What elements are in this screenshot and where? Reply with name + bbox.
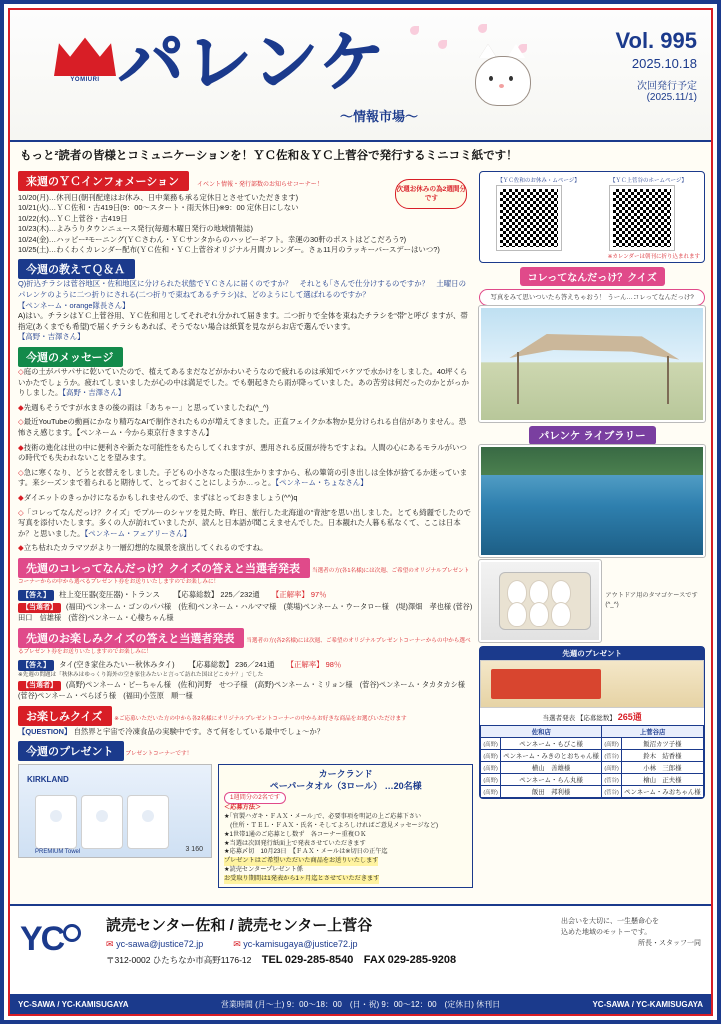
main-columns [10, 167, 711, 888]
cell-name: ペンネーム・らん丸様 [500, 774, 601, 786]
table-row [481, 750, 704, 762]
cell-name: 飯沼カツ子様 [621, 738, 703, 750]
info-line: 10/23(木)…よみうりタウンニュース発行(毎週木曜日発行の地域情報誌) [18, 224, 253, 234]
table-row [481, 738, 704, 750]
prev-fun-quiz-heading: 先週のお楽しみクイズの答えと当選者発表 [18, 628, 244, 648]
question-text: 自然界と宇宙で冷凍食品の実験中です。さて何をしている最中でしょ〜か？ [73, 726, 325, 736]
product-name-row [224, 780, 467, 792]
messages-body [18, 367, 473, 554]
product-pack-number: 3 160 [185, 845, 203, 853]
answer-row [18, 659, 473, 671]
yc-information-note: イベント情報・発行部数のお知らせコーナー！ [196, 181, 323, 188]
message-item: ◆ダイエットのきっかけになるかもしれませんので、まずはとっておきましょう(^^)q [18, 492, 298, 502]
fun-quiz-body [18, 726, 473, 737]
qa-question-name: 【ペンネーム・orange隊長さん】 [18, 300, 130, 310]
qa-heading: 今週の教えてＱ＆Ａ [18, 259, 135, 279]
email-sawa-text: yc-sawa@justice72.jp [116, 939, 204, 949]
prev-fun-quiz-note: 当選者の方(各2名様)には次週、ご希望のオリジナルプレゼントコーナーからの中から選べるプレゼント券をお送りいたしますのでお楽しみに！ [18, 637, 471, 655]
library-heading: パレンケ ライブラリー [529, 426, 656, 445]
newsletter-inner [8, 8, 713, 1016]
correct-value: 98％ [325, 659, 342, 669]
how-line: ★読売センタープレゼント係 [224, 865, 303, 873]
how-line: ★1世帯1通のご応募とし数ず 各コーナー重複ＯＫ [224, 830, 367, 838]
correct-value: 97％ [310, 589, 327, 599]
prev-photo-quiz-heading: 先週のコレってなんだっけ？クイズの答えと当選者発表 [18, 558, 310, 578]
winners-value: (福田)ペンネーム・ゴンのパパ様 (佐和)ペンネーム・ハルママ様 (葉場)ペンネーム・ウータロー様 (堤)澤畑 孝也様 (菅谷)田口 信雄様 (菅谷)ペンネーム・心棲ちゃん様 [18, 601, 473, 623]
qr-right[interactable] [610, 176, 687, 250]
next-issue-label: 次回発行予定 [637, 81, 697, 92]
message-item: ◇最近YouTubeの動画にかなり精巧なAIで制作されたものが増えてきました。正直フェイクか本物か見分けられる自信がありません。恐怖さえ感じます。【ペンネーム・今から東京行きますさん】 [18, 417, 467, 437]
apply-value: 236／241通 [235, 659, 275, 669]
library-section [479, 426, 705, 642]
footer-zip: 〒312-0002 [106, 955, 151, 965]
product-brand: カークランド [318, 768, 373, 779]
photo-quiz-section [479, 267, 705, 422]
cell-area: (菅谷) [602, 786, 622, 798]
fun-quiz-note: ※ご応募いただいた方の中から各2名様にオリジナルプレゼントコーナーの中からお好きな商品をお選びいただけます [114, 715, 407, 722]
message-item: ◆先週もそうですが水まきの後の雨は「あちゃー」と思っていましたね(^_^) [18, 402, 269, 412]
footer-address-row [106, 954, 561, 966]
issue-number: Vol. 995 [615, 28, 697, 53]
yc-logo-text: YC [20, 920, 64, 958]
slogan-line: 出会いを大切に、一生懸命心を [561, 918, 659, 925]
prev-present-winners-table [480, 725, 704, 798]
footer-slogan [561, 916, 701, 949]
prev-present-section [479, 646, 705, 799]
cell-area: (高野) [481, 786, 501, 798]
answer-label: 【答え】 [18, 590, 54, 601]
prev-fun-quiz-section [18, 628, 473, 702]
email-sawa[interactable] [106, 939, 203, 950]
footer-bar-hours [129, 999, 593, 1010]
fun-quiz-heading: お楽しみクイズ [18, 706, 112, 726]
photo-quiz-bubble: 写真をみて思いついたら答えちゃおう！ うーん…コレってなんだっけ? [479, 289, 705, 306]
qa-answer: A)はい。チラシはＹＣ上菅谷用、ＹＣ佐和用としてそれぞれ分かれて届きます。二つ折りで全体を束ねたチラシを“帯”と呼び ますが、帯指定(あくまでも希望)で届くチラシもあれば、そうでない場合は紙質を見ながらお店で選んでいます。 [18, 311, 468, 331]
how-line: (住所・ＴＥＬ・ＦＡＸ・氏名・そしてよろしければご意見メッセージなど) [224, 821, 439, 829]
present-content [18, 764, 473, 888]
photo-quiz-heading: コレってなんだっけ？クイズ [520, 267, 665, 286]
cell-area: (高野) [481, 762, 501, 774]
prev-present-image [480, 660, 704, 708]
page-title: パレンケ [118, 25, 388, 99]
prev-fun-quiz-extra-note: ※先週の問題は「秋休みはゆっくり海外の空き家住みたいと言って訪れた国はどこカナ？」でした [18, 671, 264, 678]
yc-information-heading: 来週のＹＣインフォメーション [18, 171, 189, 191]
email-kamisugaya-text: yc-kamisugaya@justice72.jp [243, 939, 358, 949]
apply-label: 【応募総数】 [173, 589, 219, 599]
present-bubble: 1週間分の2名です [224, 792, 286, 805]
footer-bar-right: YC-SAWA / YC-KAMISUGAYA [592, 999, 703, 1009]
winners-label: 【当選者】 [18, 603, 61, 613]
how-title: ＜応募方法＞ [224, 804, 262, 812]
present-ribbon: プレゼントコーナーです！ [125, 750, 193, 757]
prev-photo-quiz-note: 当選者の方(各1名様)には次週、ご希望のオリジナルプレゼントコーナーからの中から選べるプレゼント券をお送りいたしますのでお楽しみに！ [18, 567, 470, 585]
qa-section [18, 259, 473, 343]
answer-value: 柱上変圧器(変圧器)・トランス [59, 589, 160, 599]
cell-name: 飯田 邦利様 [500, 786, 601, 798]
how-line: ★当選は次回発行紙面上で発表させていただきます [224, 839, 366, 847]
message-item: ◇庭の土がパサパサに乾いていたので、植えてあるまだなどがかわいそうなので疲れるのは承知でバケツで水かけをしました。40坪くらいかたでしょうか。疲れてしまいましたが心の中は満足でした。でも朝起きたら雨が降っていました。あの苦労は何だったのかとがっかりしました。【高野・吉澤さん】 [18, 367, 469, 398]
present-product-image [18, 764, 212, 858]
mail-icon: ✉ [106, 939, 114, 949]
prev-present-count-label: 【応募総数】 [576, 715, 616, 722]
winners-row [18, 602, 473, 624]
message-item: ◆立ち枯れたカラマツがより一層幻想的な風景を演出してくれるのですね。 [18, 543, 268, 553]
cell-name: ペンネーム・みきのとおちゃん様 [500, 750, 601, 762]
prev-photo-quiz-section [18, 558, 473, 624]
issue-date: 2025.10.18 [631, 56, 697, 71]
hours-value: (月〜土) 9：00〜18：00 (日・祝) 9：00〜12：00 (定休日) 休刊日 [255, 999, 501, 1009]
prev-fun-quiz-answer-block [18, 659, 473, 702]
product-qty: …20名様 [384, 780, 422, 791]
prev-present-winners-title: 当選者発表 [542, 715, 576, 722]
present-section [18, 741, 473, 888]
cell-name: ペンネーム・みおちゃん様 [621, 786, 703, 798]
masthead [10, 10, 711, 142]
qa-answer-name: 【高野・吉澤さん】 [18, 332, 85, 342]
logo-dot-icon [63, 924, 81, 942]
masthead-subtitle: 〜情報市場〜 [340, 109, 419, 124]
cell-area: (高野) [481, 774, 501, 786]
info-line: 10/22(水)…ＹＣ上菅谷・古419日 [18, 213, 128, 223]
petal-icon [478, 24, 487, 33]
qr-left[interactable] [497, 176, 579, 250]
fax-number: 029-285-9208 [387, 954, 457, 966]
qr-row [480, 172, 704, 252]
tel-number: 029-285-8540 [284, 954, 354, 966]
info-line: 10/25(土)…わくわくカレンダー配布(ＹＣ佐和・ＹＣ上菅谷オリジナル月間カレンダー。さぁ11月のラッキーバースデーはいつ?) [18, 245, 440, 255]
product-pack-label: KIRKLAND [27, 774, 69, 784]
col-header-kamisugaya: 上菅谷店 [602, 726, 704, 738]
prev-photo-quiz-answer-block [18, 589, 473, 624]
prev-present-count: 265通 [617, 712, 642, 722]
cell-area: (菅谷) [602, 774, 622, 786]
message-item: ◇急に寒くなり、どうと衣替えをしました。子どもの小さなった服は生かりますから、私の簞笥の引き出しは全体が捨てるか迷っています。来シーズンまで着られると期待して、とっておくことにしようか…っと。【ペンネーム・ちょなさん】 [18, 467, 468, 488]
correct-label: 【正解率】 [271, 589, 309, 599]
cat-mascot-icon [469, 36, 535, 108]
photo-quiz-image [479, 306, 705, 422]
cell-name: ペンネーム・もびこ様 [500, 738, 601, 750]
cell-name: 横山 善雄様 [500, 762, 601, 774]
cell-name: 檜山 正夫様 [621, 774, 703, 786]
cell-area: (高野) [481, 750, 501, 762]
info-line: 10/24(金)…ハッピー²モーニング(ＹＣさわん・ＹＣサンタからのハッピーギフト。幸運の30軒のポストはどこだろう?) [18, 234, 407, 244]
fax-label: FAX [363, 954, 386, 966]
yc-logo [20, 920, 94, 960]
present-heading: 今週のプレゼント [18, 741, 124, 761]
winners-label: 【当選者】 [18, 681, 61, 691]
winners-row [18, 680, 473, 702]
yc-information-section [18, 171, 473, 255]
mail-icon: ✉ [233, 939, 241, 949]
answer-label: 【答え】 [18, 660, 54, 671]
qr-left-caption: 【ＹＣ佐和のお休み・ムページ】 [497, 178, 580, 184]
qr-note: ※カレンダーは朝刊に折り込まれます [607, 254, 700, 260]
cell-area: (高野) [602, 738, 622, 750]
message-item: ◇「コレってなんだっけ？クイズ」でプルーのシャツを見た時、昨日、旅行した北海道の“青池”を思い出しました。とても綺麗でしたので写真を添付いたします。多くの人が訪れていましたが、読んと日本語が聞こえませんでした。日本観れた人暮も私なくて、ここは日本か？と思いました。【ペンネーム・フェアリーさん】 [18, 507, 471, 538]
info-line: 10/20(月)…休刊日(朝刊配達はお休み、日中業務も承る定休日とさせていただきます) [18, 193, 299, 202]
petal-icon [410, 26, 419, 35]
table-row [481, 762, 704, 774]
messages-heading: 今週のメッセージ [18, 347, 123, 367]
how-to-apply-box [218, 764, 473, 888]
product-pack-sub: PREMIUM Towel [35, 848, 81, 855]
tel-label: TEL [261, 954, 283, 966]
brand-crown-label: YOMIURI [70, 77, 100, 83]
qa-question: Q)折込チラシは菅谷地区・佐和地区に分けられた状態でＹＣさんに届くのですか？ それとも｢さんで仕分けするのですか？ 土曜日のパレンケのように二つ折りにされる(二つ折りで束ねてあるチラシ)は、どのようにして選ばれるのですか？ [18, 279, 466, 300]
footer-bar-left: YC-SAWA / YC-KAMISUGAYA [18, 999, 129, 1009]
tagline: もっと²読者の皆様とコミュニケーションを！ＹＣ佐和＆ＹＣ上菅谷で発行するミニコミ紙です！ [20, 150, 518, 162]
email-kamisugaya[interactable] [233, 939, 357, 950]
qr-code-icon[interactable] [497, 186, 561, 250]
messages-section [18, 347, 473, 554]
petal-icon [438, 40, 447, 49]
cell-area: (菅谷) [602, 750, 622, 762]
right-column [477, 167, 711, 888]
footer-mails [106, 939, 561, 950]
prev-present-heading: 先週のプレゼント [480, 647, 704, 660]
next-issue-date: (2025.11/1) [646, 92, 697, 103]
egg-case-image [479, 560, 601, 642]
left-column [10, 167, 477, 888]
cell-area: (高野) [481, 738, 501, 750]
how-highlight: プレゼントはご希望いただいた商品をお送りいたします [224, 857, 379, 865]
footer-title: 読売センター佐和 / 読売センター上菅谷 [106, 917, 373, 934]
qr-right-caption: 【ＹＣ上菅谷のホームページ】 [609, 178, 687, 184]
hours-label: 営業時間 [220, 999, 253, 1009]
winners-value: (高野)ペンネーム・ピーちゃん様 (佐和)河野 せつ子様 (高野)ペンネーム・ミリョン様 (菅谷)ペンネーム・タカタカシ様 (菅谷)ペンネーム・べらぼう様 (福田)小笠原 順一様 [18, 679, 473, 701]
slogan-signature: 所長・スタッフ一同 [638, 940, 701, 947]
qr-code-icon[interactable] [610, 186, 674, 250]
footer-center [106, 914, 561, 966]
how-line: ★｢官製ハガキ・ＦＡＸ・メール｣で、必要事項を明記の上ご応募下さい [224, 813, 422, 821]
answer-row [18, 589, 473, 601]
table-row [481, 786, 704, 798]
footer [10, 904, 711, 1014]
qa-body [18, 279, 473, 343]
question-label: 【QUESTION】 [18, 726, 72, 736]
slogan-line: 込めた地域のモットーです。 [561, 929, 652, 936]
apply-value: 225／232通 [220, 589, 260, 599]
table-row [481, 774, 704, 786]
how-line: ★応募〆切 10月23日 【ＦＡＸ・メールは※切日の正午迄 [224, 848, 388, 856]
fun-quiz-section [18, 706, 473, 737]
product-name: ペーパータオル（3ロール） [269, 780, 383, 791]
how-highlight-2: お受取り期間は1発表から1ヶ月迄とさせていただきます [224, 874, 380, 882]
correct-label: 【正解率】 [286, 659, 324, 669]
table-header-row [481, 726, 704, 738]
info-line: 10/21(火)…ＹＣ佐和・古419日(9：00〜スタート・雨天休日)※9：00 定休日にしない [18, 203, 299, 213]
cell-name: 鈴木 結香様 [621, 750, 703, 762]
holiday-notice: 次週お休みの為2週間分です [395, 179, 467, 209]
masthead-meta [547, 28, 697, 103]
qr-section [479, 171, 705, 263]
col-header-sawa: 佐和店 [481, 726, 602, 738]
cell-area: (高野) [602, 762, 622, 774]
library-caption: アウトドア用のタマゴケースです(^_^) [605, 592, 698, 608]
message-item: ◆技術の進化は世の中に便利さや新たな可能性をもたらしてくれますが、悪用される反面が待ちですよね。人間の心にあるモラルがいつの時代でも失われないことを望みます。 [18, 442, 467, 463]
footer-bar [10, 994, 711, 1014]
library-image [479, 445, 705, 557]
apply-label: 【応募総数】 [188, 659, 233, 669]
cell-name: 小林 三郎様 [621, 762, 703, 774]
footer-address: ひたちなか市高野1176-12 [152, 955, 252, 965]
crown-logo-icon [54, 36, 116, 92]
prev-present-meta [480, 708, 704, 725]
answer-value: タイ(空き家住みたいー秋休みタイ) [59, 659, 175, 669]
